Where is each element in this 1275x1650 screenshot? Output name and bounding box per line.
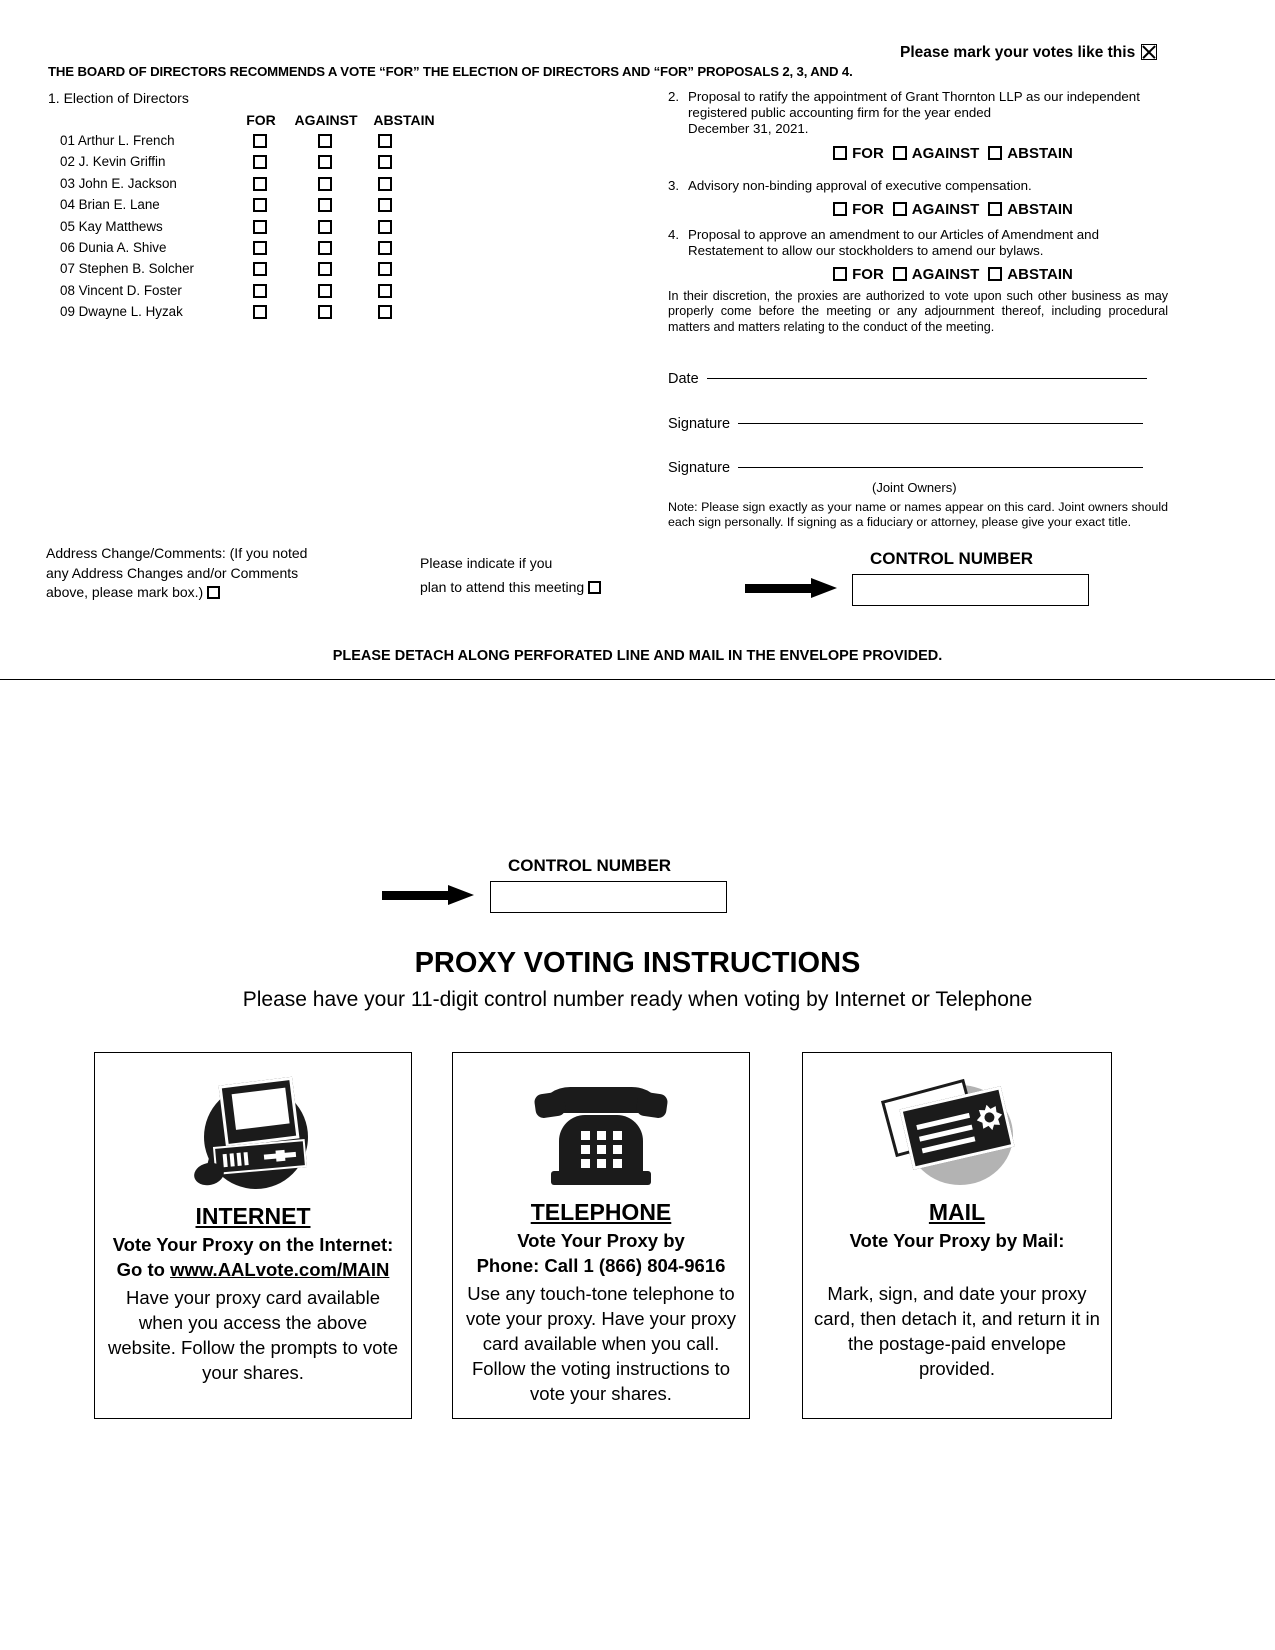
signature-note: Note: Please sign exactly as your name or names appear on this card. Joint owners should each sign personally. If signing as a fiduciary or attorney, please give your exact title. (668, 500, 1168, 529)
director-4-against-checkbox[interactable] (318, 198, 332, 212)
proposal-2-abstain-label: ABSTAIN (1007, 144, 1073, 162)
proposal-2-for-checkbox[interactable] (833, 146, 847, 160)
director-8-for-checkbox[interactable] (253, 284, 267, 298)
column-header-for: FOR (246, 112, 276, 128)
director-name: 08 Vincent D. Foster (60, 282, 182, 298)
proposal-2 (668, 89, 1168, 162)
proposal-4-line-2: Restatement to allow our stockholders to amend our bylaws. (688, 243, 1044, 259)
proposal-3-vote-options (668, 201, 1168, 218)
internet-panel-title: INTERNET (195, 1203, 311, 1229)
director-9-for-checkbox[interactable] (253, 305, 267, 319)
internet-panel-sub-line-1: Vote Your Proxy on the Internet: (112, 1234, 394, 1255)
proposal-4-abstain-checkbox[interactable] (988, 267, 1002, 281)
signature-joint-label: Signature (668, 460, 731, 476)
director-1-abstain-checkbox[interactable] (378, 134, 392, 148)
proposal-2-line-3: December 31, 2021. (688, 121, 809, 137)
telephone-voting-panel (452, 1052, 750, 1419)
proposal-3 (668, 178, 1168, 218)
control-number-field-top[interactable] (852, 574, 1089, 606)
internet-panel-body: Have your proxy card available when you access the above website. Follow the prompts to vote your shares. (108, 1287, 398, 1383)
director-9-abstain-checkbox[interactable] (378, 305, 392, 319)
proposal-3-number: 3. (668, 178, 680, 193)
internet-goto-prefix: Go to (116, 1259, 171, 1280)
director-5-for-checkbox[interactable] (253, 220, 267, 234)
director-8-against-checkbox[interactable] (318, 284, 332, 298)
proposal-1-title: 1. Election of Directors (48, 90, 189, 106)
detach-instruction: PLEASE DETACH ALONG PERFORATED LINE AND MAIL IN THE ENVELOPE PROVIDED. (332, 648, 943, 664)
director-column-headers (240, 112, 440, 128)
proposal-4-for-checkbox[interactable] (833, 267, 847, 281)
director-8-abstain-checkbox[interactable] (378, 284, 392, 298)
director-3-against-checkbox[interactable] (318, 177, 332, 191)
proposal-3-for-label: FOR (852, 201, 884, 219)
proposal-4-for-label: FOR (852, 266, 884, 284)
signature-joint-field-row (668, 460, 1143, 476)
director-1-against-checkbox[interactable] (318, 134, 332, 148)
proposal-3-against-label: AGAINST (911, 201, 980, 219)
director-7-for-checkbox[interactable] (253, 262, 267, 276)
discretion-note: In their discretion, the proxies are authorized to vote upon such other business as may properly come before the meeting or any adjournment thereof, including procedural matters and matters relating to the conduct of the meeting. (668, 289, 1168, 334)
attendance-line-2: plan to attend this meeting (420, 579, 585, 595)
proposal-2-against-checkbox[interactable] (893, 146, 907, 160)
telephone-panel-title: TELEPHONE (530, 1199, 672, 1225)
telephone-icon (453, 1083, 749, 1195)
director-name: 06 Dunia A. Shive (60, 239, 167, 255)
director-6-for-checkbox[interactable] (253, 241, 267, 255)
proposal-2-line-2: registered public accounting firm for the year ended (688, 105, 992, 121)
mail-panel-title: MAIL (928, 1199, 986, 1225)
director-name: 01 Arthur L. French (60, 133, 175, 148)
director-2-for-checkbox[interactable] (253, 155, 267, 169)
director-3-for-checkbox[interactable] (253, 177, 267, 191)
column-header-against: AGAINST (294, 112, 358, 128)
signature-input-line[interactable] (738, 422, 1143, 424)
proposal-3-line-1: Advisory non-binding approval of executive compensation. (688, 178, 1032, 193)
telephone-panel-body: Use any touch-tone telephone to vote your proxy. Have your proxy card available when you call. Follow the voting instructions to vote your shares. (465, 1283, 737, 1404)
control-number-label-top: CONTROL NUMBER (870, 549, 1034, 568)
computer-icon (95, 1081, 411, 1199)
signature-label: Signature (668, 416, 731, 432)
proposal-4-against-label: AGAINST (911, 266, 980, 284)
telephone-voting-number[interactable]: Phone: Call 1 (866) 804-9616 (476, 1255, 726, 1276)
signature-field-row (668, 416, 1143, 432)
director-3-abstain-checkbox[interactable] (378, 177, 392, 191)
proposal-3-text (668, 178, 1168, 194)
address-change-line-3: above, please mark box.) (46, 584, 204, 600)
address-change-checkbox[interactable] (207, 586, 220, 599)
mail-panel-sub-line-1: Vote Your Proxy by Mail: (849, 1230, 1065, 1251)
director-7-against-checkbox[interactable] (318, 262, 332, 276)
attendance-checkbox[interactable] (588, 581, 601, 594)
director-name: 07 Stephen B. Solcher (60, 261, 194, 277)
proposal-4-abstain-label: ABSTAIN (1007, 266, 1073, 284)
attendance-line-1: Please indicate if you (420, 555, 553, 571)
address-change-line-1: Address Change/Comments: (If you noted (46, 545, 308, 561)
board-recommendation-text: THE BOARD OF DIRECTORS RECOMMENDS A VOTE “FOR” THE ELECTION OF DIRECTORS AND “FOR” PROPOSALS 2, 3, AND 4. (48, 64, 853, 79)
proposal-4-against-checkbox[interactable] (893, 267, 907, 281)
director-2-abstain-checkbox[interactable] (378, 155, 392, 169)
column-header-abstain: ABSTAIN (373, 112, 435, 128)
mark-instruction (900, 44, 1157, 62)
x-in-box-icon (1141, 44, 1157, 60)
director-name: 03 John E. Jackson (60, 175, 177, 191)
internet-voting-panel (94, 1052, 412, 1419)
internet-panel-subtitle (95, 1232, 411, 1282)
director-1-for-checkbox[interactable] (253, 134, 267, 148)
internet-panel-sub-line-2 (101, 1257, 405, 1282)
director-7-abstain-checkbox[interactable] (378, 262, 392, 276)
internet-voting-url[interactable]: www.AALvote.com/MAIN (170, 1259, 390, 1280)
mail-envelope-icon (803, 1077, 1111, 1195)
director-2-against-checkbox[interactable] (318, 155, 332, 169)
date-input-line[interactable] (707, 377, 1147, 379)
proposal-2-for-label: FOR (852, 144, 884, 162)
joint-owners-caption: (Joint Owners) (872, 480, 957, 495)
director-5-abstain-checkbox[interactable] (378, 220, 392, 234)
control-number-label-bottom: CONTROL NUMBER (508, 856, 672, 875)
proxy-instructions-heading: PROXY VOTING INSTRUCTIONS (414, 947, 861, 979)
arrow-right-icon (382, 885, 477, 906)
address-change-block (46, 544, 376, 603)
proposal-2-text (668, 89, 1168, 138)
director-name: 02 J. Kevin Griffin (60, 154, 166, 170)
proxy-instructions-subheading: Please have your 11-digit control number ready when voting by Internet or Telephone (242, 988, 1033, 1011)
proposal-3-abstain-label: ABSTAIN (1007, 201, 1073, 219)
telephone-panel-sub-line-1: Vote Your Proxy by (517, 1230, 685, 1251)
proposal-2-abstain-checkbox[interactable] (988, 146, 1002, 160)
proposal-4 (668, 227, 1168, 283)
director-4-for-checkbox[interactable] (253, 198, 267, 212)
mail-voting-panel (802, 1052, 1112, 1419)
proposal-3-against-checkbox[interactable] (893, 202, 907, 216)
mail-panel-subtitle (803, 1228, 1111, 1253)
director-name: 05 Kay Matthews (60, 218, 163, 234)
date-label: Date (668, 371, 699, 387)
proposal-2-number: 2. (668, 89, 680, 104)
telephone-panel-subtitle (453, 1228, 749, 1278)
proposal-2-against-label: AGAINST (911, 144, 980, 162)
director-6-abstain-checkbox[interactable] (378, 241, 392, 255)
director-5-against-checkbox[interactable] (318, 220, 332, 234)
proposal-3-for-checkbox[interactable] (833, 202, 847, 216)
arrow-right-icon (745, 578, 840, 599)
proposal-4-number: 4. (668, 227, 680, 242)
proposal-4-text (668, 227, 1168, 259)
date-field-row (668, 371, 1147, 387)
signature-joint-input-line[interactable] (738, 466, 1143, 468)
attendance-block (420, 551, 650, 599)
proposal-4-line-1: Proposal to approve an amendment to our Articles of Amendment and (688, 227, 1099, 242)
director-9-against-checkbox[interactable] (318, 305, 332, 319)
mark-instruction-text: Please mark your votes like this (900, 44, 1136, 61)
proposal-2-vote-options (668, 145, 1168, 162)
proposal-3-abstain-checkbox[interactable] (988, 202, 1002, 216)
director-name: 04 Brian E. Lane (60, 197, 160, 213)
proposal-4-vote-options (668, 266, 1168, 283)
director-name: 09 Dwayne L. Hyzak (60, 304, 183, 320)
perforation-line (0, 679, 1275, 680)
mail-panel-body: Mark, sign, and date your proxy card, then detach it, and return it in the postage-paid envelope provided. (814, 1283, 1100, 1379)
address-change-line-2: any Address Changes and/or Comments (46, 564, 299, 581)
director-6-against-checkbox[interactable] (318, 241, 332, 255)
proposal-2-line-1: Proposal to ratify the appointment of Grant Thornton LLP as our independent (688, 89, 1140, 104)
director-4-abstain-checkbox[interactable] (378, 198, 392, 212)
control-number-field-bottom[interactable] (490, 881, 727, 913)
